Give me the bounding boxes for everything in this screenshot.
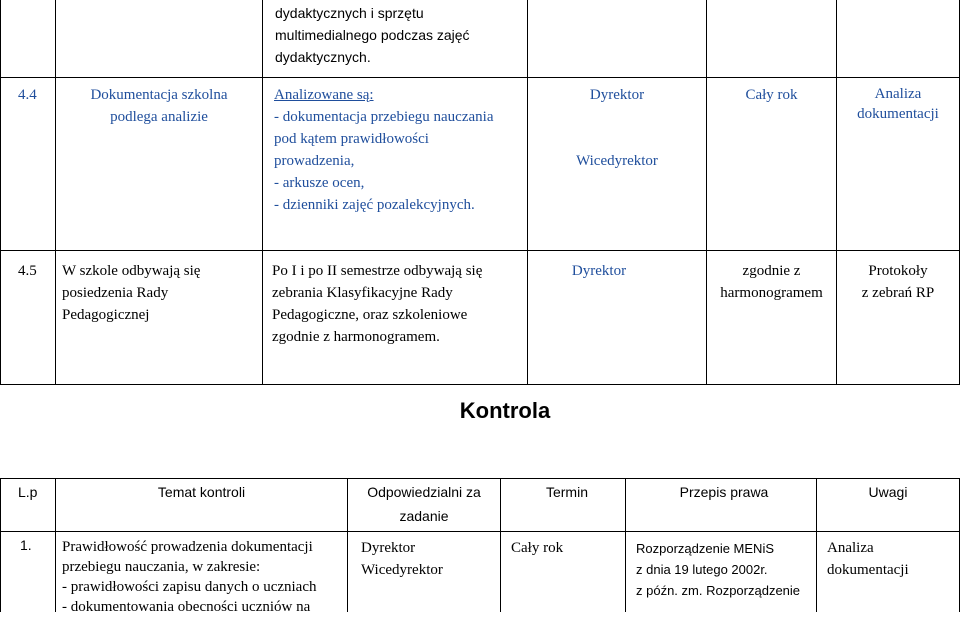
term-line: zgodnie z xyxy=(742,263,801,279)
header-law: Przepis prawa xyxy=(679,484,769,500)
row-responsible xyxy=(361,537,443,581)
continuation-line: dydaktycznych i sprzętu xyxy=(275,5,424,21)
description-line: Po I i po II semestrze odbywają się xyxy=(272,263,483,279)
responsible-line: Dyrektor xyxy=(589,87,645,103)
row-notes xyxy=(827,537,909,581)
law-line: z późn. zm. Rozporządzenie xyxy=(636,583,801,598)
law-line: z dnia 19 lutego 2002r. xyxy=(636,562,768,577)
term-line: harmonogramem xyxy=(720,285,823,301)
row-description xyxy=(274,84,493,216)
header-responsible-line: zadanie xyxy=(399,508,449,524)
notes-line: Analiza xyxy=(827,540,874,556)
description-line: Pedagogiczne, oraz szkoleniowe xyxy=(272,307,468,323)
row-topic xyxy=(62,537,317,617)
description-line: zgodnie z harmonogramem. xyxy=(272,329,440,345)
header-responsible xyxy=(348,480,500,528)
row-subject xyxy=(62,260,200,326)
topic-line: - prawidłowości zapisu danych o uczniach xyxy=(62,579,317,595)
row-description xyxy=(272,260,482,348)
row-number: 1. xyxy=(20,537,32,553)
continuation-text xyxy=(275,2,470,68)
row-responsible: Dyrektor xyxy=(571,263,627,279)
row-subject-line: Pedagogicznej xyxy=(62,307,150,323)
description-line: - dokumentacja przebiegu nauczania xyxy=(274,109,494,125)
continuation-line: multimedialnego podczas zajęć xyxy=(275,27,470,43)
header-topic: Temat kontroli xyxy=(157,484,246,500)
row-subject xyxy=(56,84,262,128)
row-evidence xyxy=(837,260,959,304)
row-number: 4.5 xyxy=(18,263,37,279)
row-number: 4.4 xyxy=(18,87,37,103)
row-subject-line: W szkole odbywają się xyxy=(62,263,201,279)
description-line: pod kątem prawidłowości xyxy=(274,131,429,147)
header-notes: Uwagi xyxy=(868,484,908,500)
row-evidence xyxy=(837,84,959,124)
evidence-line: Analiza xyxy=(874,86,922,102)
evidence-line: z zebrań RP xyxy=(861,285,935,301)
row-subject-line: podlega analizie xyxy=(110,109,208,125)
law-line: Rozporządzenie MENiS xyxy=(636,541,775,556)
header-lp: L.p xyxy=(18,484,38,500)
notes-line: dokumentacji xyxy=(827,562,909,578)
header-responsible-line: Odpowiedzialni za xyxy=(367,484,481,500)
row-subject-line: posiedzenia Rady xyxy=(62,285,169,301)
description-line: - dzienniki zajęć pozalekcyjnych. xyxy=(274,197,475,213)
row-responsible xyxy=(528,84,706,172)
topic-line: - dokumentowania obecności uczniów na xyxy=(62,599,311,615)
continuation-line: dydaktycznych. xyxy=(275,49,371,65)
responsible-line: Wicedyrektor xyxy=(576,153,658,169)
row-subject-line: Dokumentacja szkolna xyxy=(90,87,228,103)
description-line: - arkusze ocen, xyxy=(274,175,365,191)
section-title: Kontrola xyxy=(459,398,551,423)
topic-line: Prawidłowość prowadzenia dokumentacji xyxy=(62,539,313,555)
header-term: Termin xyxy=(545,484,588,500)
evidence-line: dokumentacji xyxy=(857,106,939,122)
row-term: Cały rok xyxy=(745,87,798,103)
row-law xyxy=(636,538,800,601)
responsible-line: Wicedyrektor xyxy=(361,562,443,578)
responsible-line: Dyrektor xyxy=(361,540,416,556)
description-line: prowadzenia, xyxy=(274,153,355,169)
description-line: zebrania Klasyfikacyjne Rady xyxy=(272,285,453,301)
row-term xyxy=(707,260,836,304)
description-heading: Analizowane są: xyxy=(274,87,374,103)
row-term: Cały rok xyxy=(511,540,564,556)
topic-line: przebiegu nauczania, w zakresie: xyxy=(62,559,261,575)
evidence-line: Protokoły xyxy=(868,263,928,279)
